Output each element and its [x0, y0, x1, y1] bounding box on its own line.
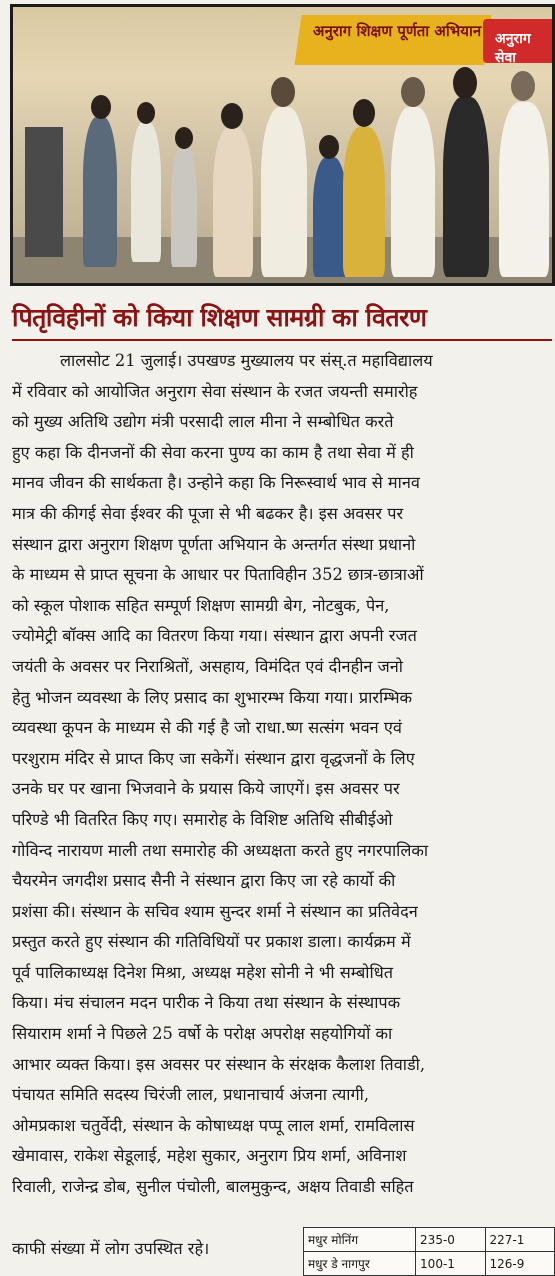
- article-last-line: काफी संख्या में लोग उपस्थित रहे।: [12, 1239, 210, 1258]
- person-head: [453, 67, 477, 99]
- article-line: जयंती के अवसर पर निराश्रितों, असहाय, विमंदित एवं दीनहीन जनो: [12, 656, 403, 676]
- person-figure: [213, 127, 253, 277]
- person-figure: [343, 127, 385, 277]
- article-line: में रविवार को आयोजित अनुराग सेवा संस्थान के रजत जयन्ती समारोह: [12, 381, 418, 401]
- rate-value-2: 227-1: [485, 1228, 554, 1252]
- article-line: गोविन्द नारायण माली तथा समारोह की अध्यक्षता करते हुए नगरपालिका: [12, 840, 429, 860]
- person-head: [511, 71, 535, 101]
- article-line: को मुख्य अतिथि उद्योग मंत्री परसादी लाल मीना ने सम्बोधित करते: [12, 412, 394, 432]
- rate-name: मधुर मोनिंग: [304, 1228, 416, 1252]
- person-head: [353, 99, 375, 127]
- person-head: [175, 127, 193, 149]
- event-photo: [10, 4, 555, 286]
- rate-value-1: 100-1: [416, 1252, 485, 1276]
- person-head: [271, 77, 295, 107]
- person-figure: [313, 157, 347, 277]
- article-line: व्यवस्था कूपन के माध्यम से की गई है जो राधा.ष्ण सत्संग भवन एवं: [12, 718, 402, 738]
- article-line: ज्योमेट्री बॉक्स आदि का वितरण किया गया। संस्थान द्वारा अपनी रजत: [12, 626, 417, 646]
- article-line: परशुराम मंदिर से प्राप्त किए जा सकेगें। संस्थान द्वारा वृद्धजनों के लिए: [12, 748, 415, 768]
- article-line: पंचायत समिति सदस्य चिरंजी लाल, प्रधानाचार्य अंजना त्यागी,: [12, 1085, 370, 1105]
- article-line: रिवाली, राजेन्द्र डोब, सुनील पंचोली, बालमुकुन्द, अक्षय तिवाडी सहित: [12, 1177, 414, 1197]
- person-head: [91, 95, 111, 119]
- person-figure: [261, 107, 307, 277]
- person-head: [319, 135, 339, 159]
- article-line: सियाराम शर्मा ने पिछले 25 वर्षो के परोक्ष अपरोक्ष सहयोगियों का: [12, 1024, 393, 1044]
- article-line: हेतु भोजन व्यवस्था के लिए प्रसाद का शुभारम्भ किया गया। प्रारम्भिक: [12, 687, 413, 707]
- rate-value-1: 235-0: [416, 1228, 485, 1252]
- article-body: [12, 346, 554, 1203]
- person-figure: [83, 117, 117, 267]
- article-line: हुए कहा कि दीनजनों की सेवा करना पुण्य का काम है तथा सेवा में ही: [12, 442, 414, 462]
- rate-value-2: 126-9: [485, 1252, 554, 1276]
- article-line: उनके घर पर खाना भिजवाने के प्रयास किये जाएगें। इस अवसर पर: [12, 779, 400, 799]
- table-row: [304, 1228, 555, 1252]
- article-line: के माध्यम से प्राप्त सूचना के आधार पर पिताविहीन 352 छात्र-छात्राओं: [12, 565, 424, 585]
- article-line: प्रशंसा की। संस्थान के सचिव श्याम सुन्दर शर्मा ने संस्थान का प्रतिवेदन: [12, 901, 418, 921]
- article-headline: पितृविहीनों को किया शिक्षण सामग्री का वितरण: [12, 303, 427, 332]
- rate-name: मधुर डे नागपुर: [304, 1252, 416, 1276]
- article-line: संस्थान द्वारा अनुराग शिक्षण पूर्णता अभियान के अन्तर्गत संस्था प्रधानो: [12, 534, 416, 554]
- person-figure: [391, 107, 435, 277]
- person-figure: [131, 122, 161, 262]
- article-line: खेमावास, राकेश सेडूलाई, महेश सुकार, अनुराग प्रिय शर्मा, अविनाश: [12, 1146, 407, 1166]
- person-figure: [499, 102, 549, 277]
- person-head: [221, 103, 243, 129]
- article-line: चैयरमेन जगदीश प्रसाद सैनी ने संस्थान द्वारा किए जा रहे कार्यो की: [12, 871, 396, 891]
- person-figure: [443, 97, 489, 277]
- article-line: पूर्व पालिकाध्यक्ष दिनेश मिश्रा, अध्यक्ष महेश सोनी ने भी सम्बोधित: [12, 962, 394, 982]
- article-line: को स्कूल पोशाक सहित सम्पूर्ण शिक्षण सामग्री बेग, नोटबुक, पेन,: [12, 595, 390, 615]
- article-line: प्रस्तुत करते हुए संस्थान की गतिविधियों पर प्रकाश डाला। कार्यक्रम में: [12, 932, 411, 952]
- article-line: आभार व्यक्त किया। इस अवसर पर संस्थान के संरक्षक कैलाश तिवाडी,: [12, 1054, 426, 1074]
- person-head: [401, 77, 425, 107]
- person-figure: [171, 147, 197, 267]
- table-row: [304, 1252, 555, 1276]
- podium: [25, 127, 63, 257]
- article-line: लालसोट 21 जुलाई। उपखण्ड मुख्यालय पर संस्.त महाविद्यालय: [60, 351, 433, 370]
- article-line: मात्र की कीगई सेवा ईश्वर की पूजा से भी बढकर है। इस अवसर पर: [12, 503, 404, 523]
- event-banner-side-text: अनुराग सेवा: [495, 31, 531, 66]
- article-line: किया। मंच संचालन मदन पारीक ने किया तथा संस्थान के संस्थापक: [12, 993, 401, 1013]
- article-line: परिण्डे भी वितरित किए गए। समारोह के विशिष्ट अतिथि सीबीईओ: [12, 809, 393, 829]
- article-line: मानव जीवन की सार्थकता है। उन्होने कहा कि निरूस्वार्थ भाव से मानव: [12, 473, 420, 493]
- event-banner-text: अनुराग शिक्षण पूर्णता अभियान: [313, 22, 482, 40]
- rates-table: [303, 1227, 555, 1276]
- headline-rule: [12, 339, 552, 341]
- person-head: [137, 102, 155, 124]
- article-line: ओमप्रकाश चतुर्वेदी, संस्थान के कोषाध्यक्ष पप्पू लाल शर्मा, रामविलास: [12, 1115, 415, 1135]
